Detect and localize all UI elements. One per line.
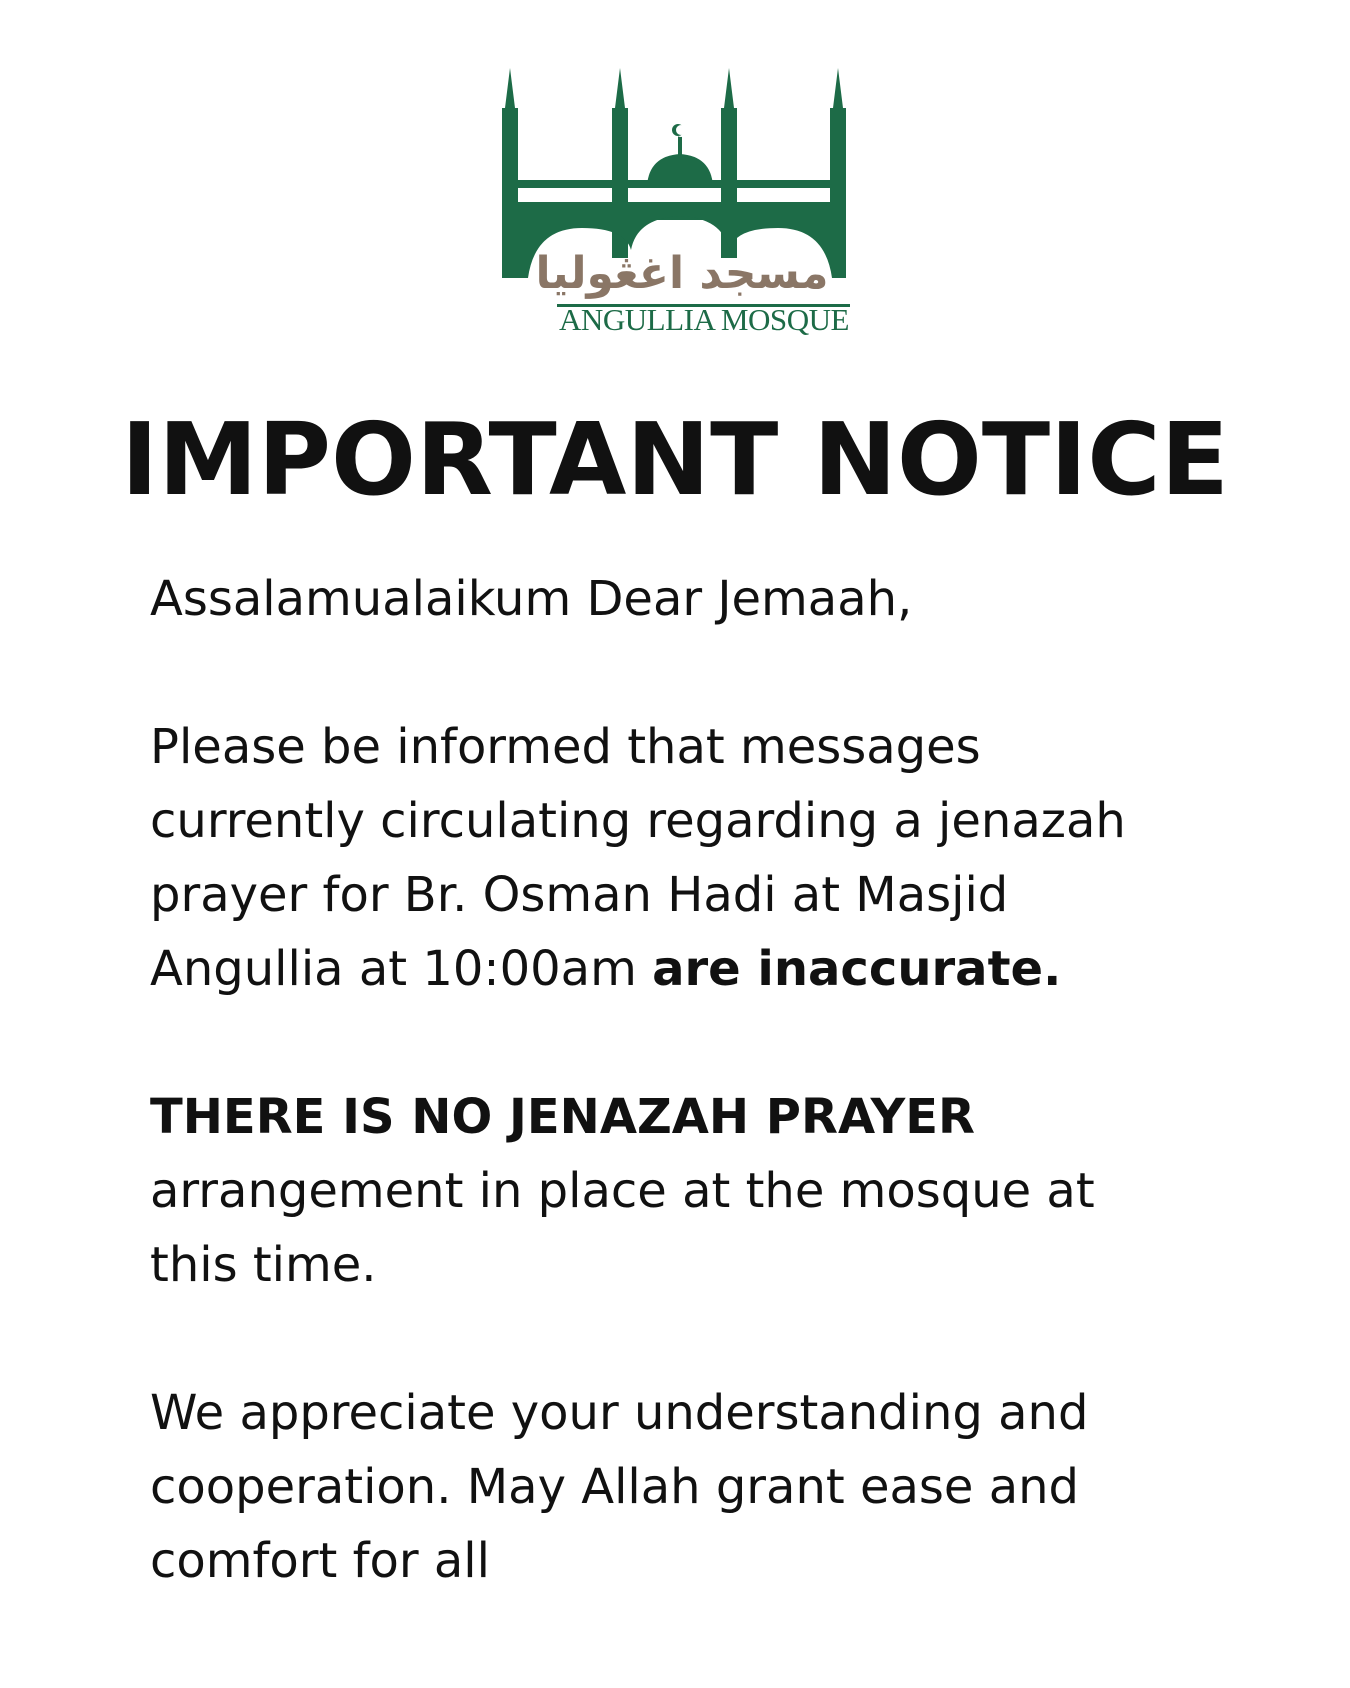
paragraph-line: this time. [150,1237,377,1293]
paragraph-line: prayer for Br. Osman Hadi at Masjid [150,867,1009,923]
paragraph-line: Please be informed that messages [150,719,981,775]
no-jenazah-heading: THERE IS NO JENAZAH PRAYER [150,1089,975,1145]
logo-wordmark: ANGULLIA MOSQUE [559,302,849,337]
inaccurate-emphasis: are inaccurate. [652,941,1062,997]
paragraph-line [150,932,1210,1006]
paragraph-line: comfort for all [150,1533,490,1589]
notice-body [150,562,1210,1598]
mosque-logo [497,68,867,338]
mosque-building-icon [497,68,867,338]
greeting: Assalamualaikum Dear Jemaah, [150,571,913,627]
paragraph-line: cooperation. May Allah grant ease and [150,1459,1079,1515]
paragraph-line: arrangement in place at the mosque at [150,1163,1095,1219]
paragraph-text: Angullia at 10:00am [150,941,653,997]
notice-title: IMPORTANT NOTICE [121,401,1229,518]
paragraph-line: currently circulating regarding a jenazah [150,793,1126,849]
paragraph-line: We appreciate your understanding and [150,1385,1089,1441]
logo-arabic-name: مسجد اغڠوليا [535,248,829,299]
